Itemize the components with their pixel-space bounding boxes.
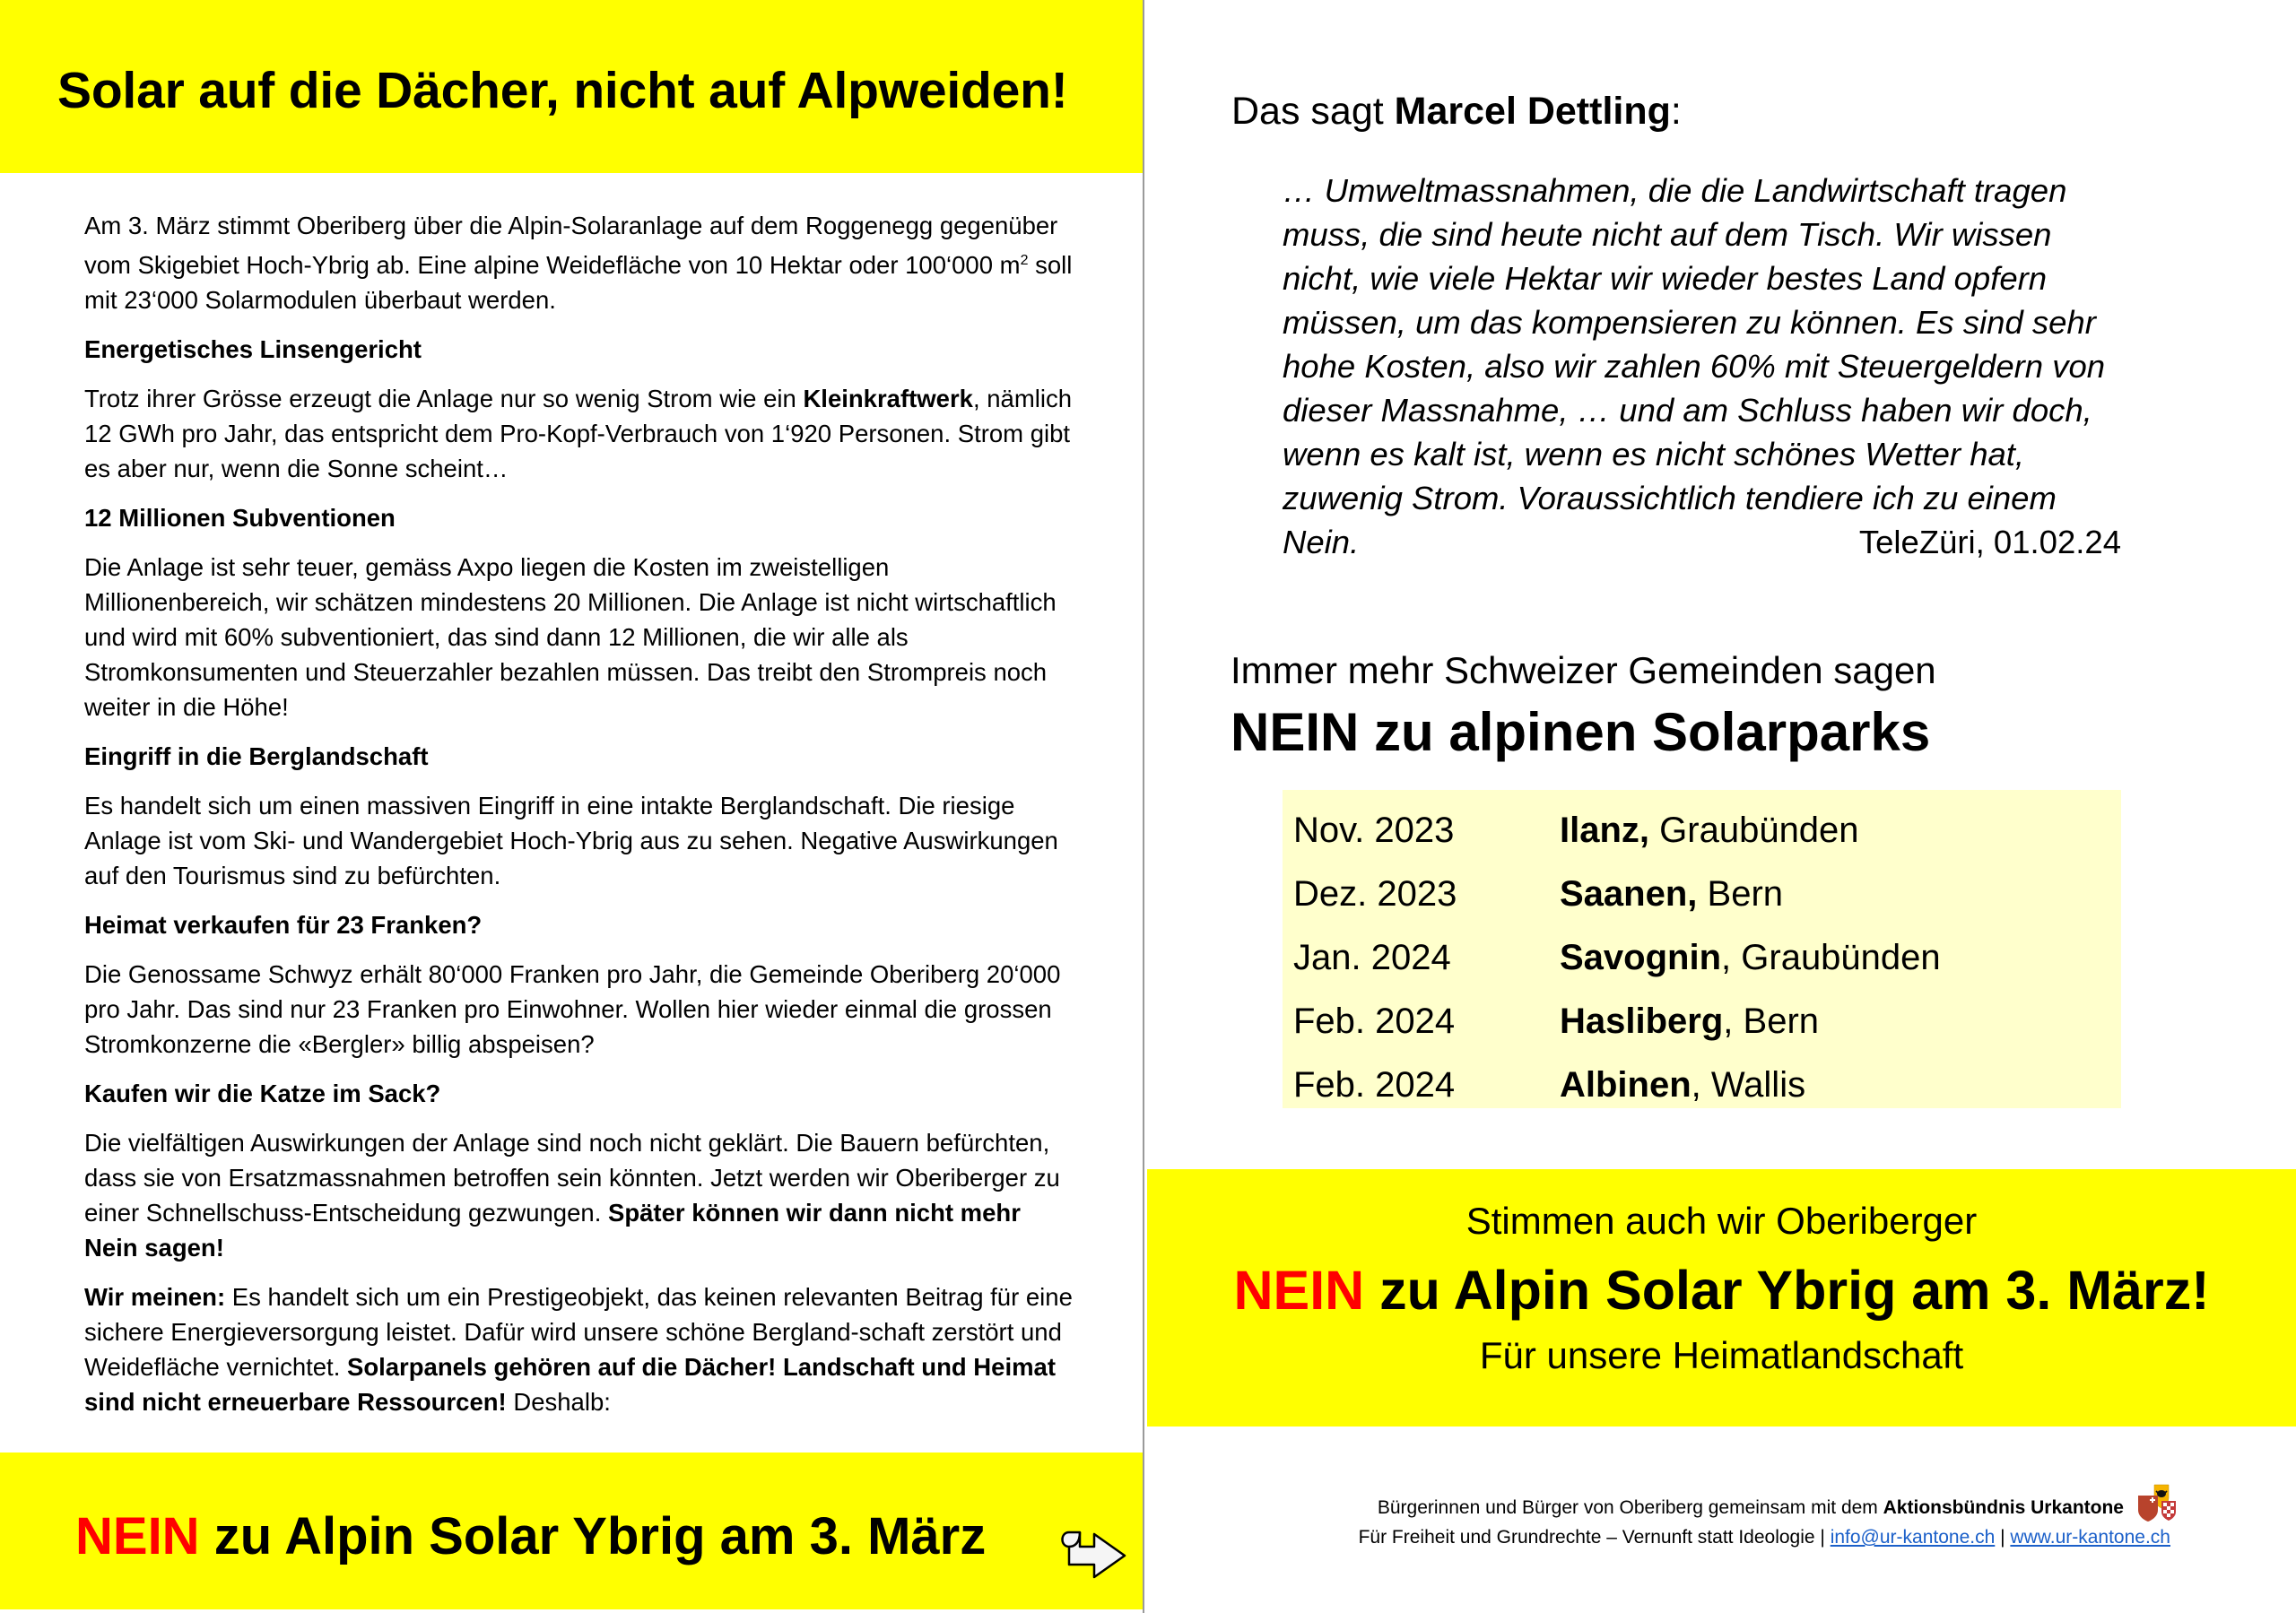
vote-date: Jan. 2024	[1293, 938, 1451, 977]
section-paragraph	[84, 381, 1080, 486]
left-cta-text	[75, 1506, 986, 1566]
section-heading: Energetisches Linsengericht	[84, 335, 422, 364]
table-row	[1293, 990, 2121, 1054]
vote-date: Feb. 2024	[1293, 1065, 1456, 1105]
quote-heading-suffix: :	[1670, 90, 1682, 133]
website-link[interactable]: www.ur-kantone.ch	[2010, 1527, 2170, 1548]
canton-name: , Bern	[1723, 1002, 1820, 1041]
page-divider	[1143, 0, 1144, 1613]
section-heading: Eingriff in die Berglandschaft	[84, 742, 429, 771]
left-header-banner	[0, 0, 1144, 173]
conclusion-paragraph	[84, 1279, 1080, 1419]
email-link[interactable]: info@ur-kantone.ch	[1830, 1527, 1996, 1548]
credits-text: Bürgerinnen und Bürger von Oberiberg gemeinsam mit dem	[1377, 1497, 1883, 1518]
section-paragraph: Es handelt sich um einen massiven Eingriff in eine intakte Berglandschaft. Die riesige Anlage ist vom Ski- und Wandergebiet Hoch-Ybrig aus zu sehen. Negative Auswirkungen auf den Tourismus sind zu befürchten.	[84, 792, 1058, 890]
separator: |	[1995, 1527, 2011, 1548]
cta-rest-text: zu Alpin Solar Ybrig am 3. März!	[1364, 1260, 2210, 1321]
quote-line: wenn es kalt ist, wenn es nicht schönes Wetter hat,	[1283, 436, 2025, 473]
intro-text: Am 3. März stimmt Oberiberg über die Alpin-Solaranlage auf dem Roggenegg gegenüber vom Skigebiet Hoch-Ybrig ab. Eine alpine Weidefläche von 10 Hektar oder 100‘000 m	[84, 212, 1058, 280]
town-name: Hasliberg	[1560, 1002, 1724, 1041]
quote-line: hohe Kosten, also wir zahlen 60% mit Steuergeldern von	[1283, 348, 2106, 385]
section-heading: 12 Millionen Subventionen	[84, 504, 396, 533]
nein-text: NEIN	[1233, 1260, 1365, 1321]
quote-line: Nein.	[1283, 524, 1360, 560]
right-cta-banner	[1147, 1169, 2296, 1427]
quote-line: nicht, wie viele Hektar wir wieder bestes Land opfern	[1283, 260, 2048, 297]
quote-line: müssen, um das kompensieren zu können. Es sind sehr	[1283, 304, 2096, 341]
town-name: Albinen	[1560, 1065, 1692, 1105]
quote-heading	[1231, 90, 1682, 134]
turn-page-arrow-icon	[1057, 1527, 1128, 1584]
section-heading: Kaufen wir die Katze im Sack?	[84, 1080, 441, 1108]
intro-text-cont: soll mit 23‘000 Solarmodulen überbaut werden.	[84, 251, 1073, 315]
coat-of-arms-logo-icon	[2136, 1483, 2178, 1522]
paragraph-text: Es handelt sich um ein Prestigeobjekt, das keinen relevanten Beitrag für eine sichere Energieversorgung leistet. Dafür wird unsere schöne Bergland-schaft zerstört und Weidefläche vernichtet.	[84, 1283, 1073, 1382]
cta-line-1: Stimmen auch wir Oberiberger	[1465, 1200, 1978, 1242]
town-name: Saanen,	[1560, 874, 1698, 914]
left-article-body	[84, 208, 1080, 1434]
credits-line-2	[1256, 1522, 2170, 1552]
canton-name: Bern	[1697, 874, 1784, 914]
table-row	[1293, 926, 2121, 990]
credits-line-1	[1256, 1493, 2170, 1522]
nein-text: NEIN	[75, 1507, 200, 1565]
quote-author: Marcel Dettling	[1394, 90, 1671, 133]
municipalities-title: NEIN zu alpinen Solarparks	[1231, 702, 1931, 762]
bold-text: Wir meinen:	[84, 1283, 226, 1312]
page-title: Solar auf die Dächer, nicht auf Alpweiden!	[57, 62, 1068, 119]
paragraph-text: Trotz ihrer Grösse erzeugt die Anlage nur so wenig Strom wie ein	[84, 385, 804, 413]
quote-block	[1283, 169, 2135, 564]
table-row	[1293, 1054, 2121, 1117]
vote-date: Feb. 2024	[1293, 1002, 1456, 1041]
organization-name: Aktionsbündnis Urkantone	[1883, 1497, 2124, 1518]
paragraph-text: , nämlich 12 GWh pro Jahr, das entspricht dem Pro-Kopf-Verbrauch von 1‘920 Personen. Strom gibt es aber nur, wenn die Sonne scheint…	[84, 385, 1073, 483]
table-row	[1293, 863, 2121, 926]
vote-date: Nov. 2023	[1293, 811, 1455, 850]
canton-name: , Wallis	[1691, 1065, 1806, 1105]
quote-line: zuwenig Strom. Voraussichtlich tendiere ich zu einem	[1283, 480, 2057, 516]
canton-name: , Graubünden	[1721, 938, 1941, 977]
table-row	[1293, 799, 2121, 863]
section-paragraph: Die Anlage ist sehr teuer, gemäss Axpo liegen die Kosten im zweistelligen Millionenbereich, wir schätzen mindestens 20 Millionen. Die Anlage ist nicht wirtschaftlich und wird mit 60% subventioniert, das sind dann 12 Millionen, die wir alle als Stromkonsumenten und Steuerzahler bezahlen müssen. Das treibt den Strompreis noch weiter in die Höhe!	[84, 553, 1057, 722]
quote-line: dieser Massnahme, … und am Schluss haben wir doch,	[1283, 392, 2092, 429]
cta-line-2	[1147, 1259, 2296, 1322]
paragraph-text: Die vielfältigen Auswirkungen der Anlage sind noch nicht geklärt. Die Bauern befürchten, dass sie von Ersatzmassnahmen betroffen sein könnten. Jetzt werden wir Oberiberger zu einer Schnellschuss-Entscheidung gezwungen.	[84, 1129, 1060, 1227]
superscript: 2	[1020, 253, 1029, 268]
slogan-text: Für Freiheit und Grundrechte – Vernunft statt Ideologie |	[1358, 1527, 1831, 1548]
paragraph-text: Deshalb:	[506, 1388, 611, 1417]
bold-text: Kleinkraftwerk	[803, 385, 973, 413]
canton-name: Graubünden	[1649, 811, 1859, 850]
footer-credits	[1256, 1493, 2170, 1552]
cta-rest-text: zu Alpin Solar Ybrig am 3. März	[199, 1507, 987, 1565]
bold-text: Solarpanels gehören auf die Dächer! Landschaft und Heimat sind nicht erneuerbare Ressourcen!	[84, 1353, 1057, 1417]
intro-paragraph	[84, 208, 1080, 317]
municipalities-table	[1283, 790, 2121, 1108]
quote-last-line	[1283, 520, 2121, 564]
left-footer-banner	[0, 1453, 1143, 1609]
municipalities-intro: Immer mehr Schweizer Gemeinden sagen	[1231, 649, 1936, 691]
town-name: Ilanz,	[1560, 811, 1650, 850]
town-name: Savognin	[1560, 938, 1722, 977]
cta-line-3: Für unsere Heimatlandschaft	[1479, 1334, 1964, 1376]
bold-text: Später können wir dann nicht mehr Nein sagen!	[84, 1199, 1021, 1262]
quote-line: muss, die sind heute nicht auf dem Tisch. Wir wissen	[1283, 216, 2052, 253]
quote-line: … Umweltmassnahmen, die die Landwirtschaft tragen	[1283, 172, 2067, 209]
vote-date: Dez. 2023	[1293, 874, 1457, 914]
section-paragraph	[84, 1125, 1080, 1265]
section-heading: Heimat verkaufen für 23 Franken?	[84, 911, 483, 940]
section-paragraph: Die Genossame Schwyz erhält 80‘000 Franken pro Jahr, die Gemeinde Oberiberg 20‘000 pro Jahr. Das sind nur 23 Franken pro Einwohner. Wollen hier wieder einmal die grossen Stromkonzerne die «Bergler» billig abspeisen?	[84, 960, 1061, 1059]
quote-source: TeleZüri, 01.02.24	[1858, 524, 2121, 560]
quote-heading-prefix: Das sagt	[1231, 90, 1395, 133]
